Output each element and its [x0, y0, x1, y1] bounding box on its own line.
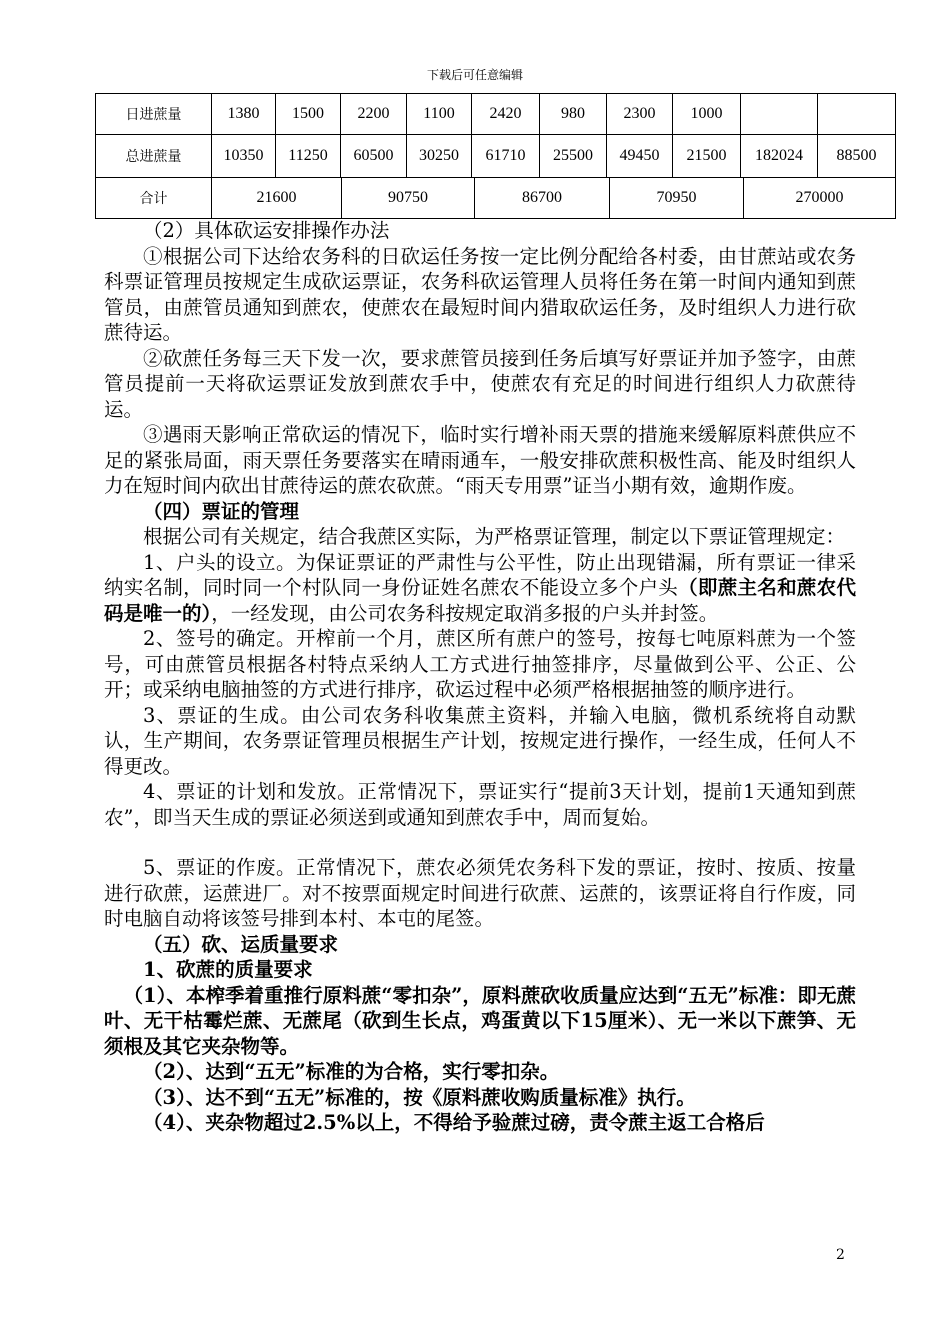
document-body	[104, 218, 856, 1136]
paragraph: （2）、达到“五无”标准的为合格，实行零扣杂。	[143, 1060, 560, 1083]
paragraph: ③遇雨天影响正常砍运的情况下，临时实行增补雨天票的措施来缓解原料蔗供应不足的紧张局面，雨天票任务要落实在晴雨通车，一般安排砍蔗积极性高、能及时组织人力在短时间内砍出甘蔗待运的蔗农砍蔗。“雨天专用票”证当小期有效，逾期作废。	[104, 423, 856, 497]
row-label: 日进蔗量	[96, 94, 212, 135]
table-cell: 30250	[407, 135, 472, 178]
paragraph-text: 1、户头的设立。为保证票证的严肃性与公平性，防止出现错漏，所有票证一律采纳实名制，同时同一个村队同一身份证姓名蔗农不能设立多个户头	[104, 550, 856, 599]
table-row-total	[96, 135, 896, 178]
paragraph: （3）、达不到“五无”标准的，按《原料蔗收购质量标准》执行。	[143, 1085, 696, 1109]
page-header: 下载后可任意编辑	[426, 68, 523, 82]
paragraph	[104, 550, 856, 627]
paragraph: 2、签号的确定。开榨前一个月，蔗区所有蔗户的签号，按每七吨原料蔗为一个签号，可由蔗管员根据各村特点采纳人工方式进行抽签排序，尽量做到公平、公正、公开；或采纳电脑抽签的方式进行排序，砍运过程中必须严格根据抽签的顺序进行。	[104, 627, 856, 701]
table-cell: 10350	[212, 135, 276, 178]
table-cell: 1500	[276, 94, 341, 135]
table-cell: 86700	[475, 178, 610, 219]
paragraph: 4、票证的计划和发放。正常情况下，票证实行“提前3天计划，提前1天通知到蔗农”，即当天生成的票证必须送到或通知到蔗农手中，周而复始。	[104, 780, 856, 829]
table-cell: 2200	[341, 94, 407, 135]
paragraph: （4）、夹杂物超过2.5%以上，不得给予验蔗过磅，责令蔗主返工合格后	[143, 1111, 765, 1134]
paragraph-text: ，一经发现，由公司农务科按规定取消多报的户头并封签。	[211, 601, 719, 625]
row-label: 合计	[96, 178, 212, 219]
table-cell: 11250	[276, 135, 341, 178]
sum-table	[95, 178, 896, 219]
paragraph: （2）具体砍运安排操作办法	[143, 219, 390, 242]
table-cell: 88500	[818, 135, 896, 178]
table-cell: 1100	[407, 94, 472, 135]
table-row-sum	[96, 178, 896, 219]
row-label: 总进蔗量	[96, 135, 212, 178]
cane-volume-table	[95, 93, 895, 219]
table-cell: 61710	[472, 135, 540, 178]
section-heading: （五）砍、运质量要求	[143, 932, 339, 956]
table-cell: 2300	[607, 94, 673, 135]
paragraph: 根据公司有关规定，结合我蔗区实际，为严格票证管理，制定以下票证管理规定：	[143, 525, 846, 548]
table-cell: 90750	[342, 178, 475, 219]
section-heading: （四）票证的管理	[143, 499, 300, 523]
table-cell: 25500	[540, 135, 607, 178]
page-number: 2	[836, 1247, 845, 1263]
table-cell: 70950	[610, 178, 744, 219]
daily-total-table	[95, 93, 896, 178]
paragraph: ②砍蔗任务每三天下发一次，要求蔗管员接到任务后填写好票证并加予签字，由蔗管员提前一天将砍运票证发放到蔗农手中，使蔗农有充足的时间进行组织人力砍蔗待运。	[104, 346, 856, 421]
table-cell	[818, 94, 896, 135]
table-cell	[741, 94, 818, 135]
table-cell: 270000	[744, 178, 896, 219]
table-cell: 49450	[607, 135, 673, 178]
paragraph: 5、票证的作废。正常情况下，蔗农必须凭农务科下发的票证，按时、按质、按量进行砍蔗，运蔗进厂。对不按票面规定时间进行砍蔗、运蔗的，该票证将自行作废，同时电脑自动将该签号排到本村、本屯的尾签。	[104, 856, 856, 930]
table-cell: 21500	[673, 135, 741, 178]
paragraph: 3、票证的生成。由公司农务科收集蔗主资料，并输入电脑，微机系统将自动默认，生产期间，农务票证管理员根据生产计划，按规定进行操作，一经生成，任何人不得更改。	[104, 703, 856, 778]
table-cell: 1380	[212, 94, 276, 135]
table-cell: 21600	[212, 178, 342, 219]
table-row-daily	[96, 94, 896, 135]
table-cell: 182024	[741, 135, 818, 178]
table-cell: 60500	[341, 135, 407, 178]
paragraph: （1）、本榨季着重推行原料蔗“零扣杂”，原料蔗砍收质量应达到“五无”标准：即无蔗叶、无干枯霉烂蔗、无蔗尾（砍到生长点，鸡蛋黄以下15厘米）、无一米以下蔗笋、无须根及其它夹杂物等。	[104, 983, 856, 1058]
sub-heading: 1、砍蔗的质量要求	[143, 958, 313, 981]
emphasis-text: （即蔗主名和蔗农代码是唯一的）	[104, 576, 856, 625]
table-cell: 980	[540, 94, 607, 135]
table-cell: 1000	[673, 94, 741, 135]
paragraph: ①根据公司下达给农务科的日砍运任务按一定比例分配给各村委，由甘蔗站或农务科票证管理员按规定生成砍运票证，农务科砍运管理人员将任务在第一时间内通知到蔗管员，由蔗管员通知到蔗农，使蔗农在最短时间内猎取砍运任务，及时组织人力进行砍蔗待运。	[104, 244, 856, 344]
table-cell: 2420	[472, 94, 540, 135]
